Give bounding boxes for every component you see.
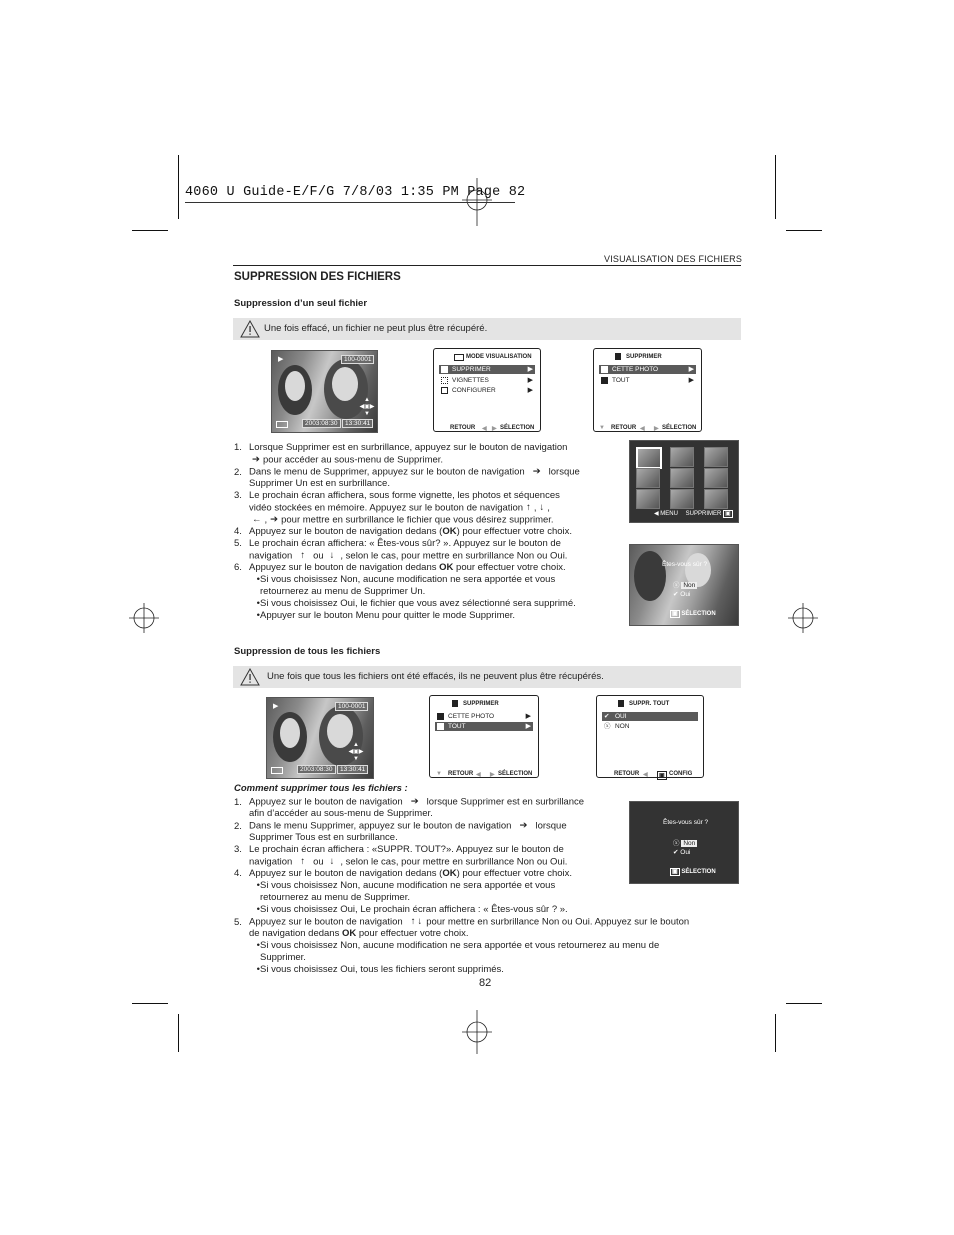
option-label: Non — [683, 840, 696, 847]
list-item — [234, 502, 580, 514]
crop-mark — [178, 1014, 179, 1052]
arrow-right-icon: ▶ — [525, 713, 531, 720]
step-text: Le prochain écran affichera: « Êtes-vous sûr? ». Appuyez sur le bouton de — [249, 538, 561, 549]
print-slug: 4060 U Guide-E/F/G 7/8/03 1:35 PM Page 82 — [185, 185, 526, 200]
list-item — [234, 916, 689, 928]
step-text: de navigation dedans — [249, 928, 340, 939]
arrow-right-icon: ➔ — [519, 820, 528, 831]
section-header: VISUALISATION DES FICHIERS — [604, 254, 743, 264]
step-text: ) pour effectuer votre choix. — [456, 526, 573, 537]
thumbnail[interactable] — [704, 447, 728, 467]
menu-item-label: OUI — [615, 713, 627, 720]
step-text: pour mettre en surbrillance Non ou Oui. Appuyez sur le bouton — [426, 916, 690, 928]
battery-icon — [271, 767, 283, 774]
photo-face — [285, 371, 305, 401]
menu-item-label: CETTE PHOTO — [448, 713, 495, 720]
step-number: 4. — [234, 868, 242, 879]
retour-label: RETOUR — [614, 771, 640, 777]
step-text: Supprimer Tous est en surbrillance. — [249, 832, 398, 843]
option-oui[interactable] — [673, 590, 690, 598]
step-number: 3. — [234, 844, 242, 855]
list-item: •Si vous choisissez Non, aucune modification ne sera apportée et vous retournerez au menu de — [256, 940, 660, 951]
all-steps-list — [234, 796, 689, 976]
list-item — [234, 442, 580, 454]
single-steps-list — [234, 442, 580, 622]
menu-item-tout[interactable] — [435, 722, 533, 731]
arrow-right-icon: ▶ — [525, 723, 531, 730]
step-text: Supprimer. — [260, 952, 306, 963]
nav-pad-icon: ▲ ◀▣▶ ▼ — [359, 397, 375, 417]
ok-text: OK — [442, 526, 457, 537]
step-text: ou — [313, 550, 324, 562]
menu-title: SUPPR. TOUT — [629, 701, 670, 707]
list-item — [234, 796, 689, 808]
thumbnail[interactable] — [704, 468, 728, 488]
menu-item-vignettes[interactable] — [439, 376, 535, 385]
step-text: retournerez au menu de Supprimer. — [260, 892, 410, 903]
list-item — [234, 868, 689, 880]
arrow-left-icon: ◀ — [643, 772, 648, 778]
all-subheading: Comment supprimer tous les fichiers : — [234, 783, 408, 794]
step-text: navigation — [249, 550, 293, 562]
all-warning-box — [233, 666, 741, 688]
registration-mark-icon — [788, 603, 818, 633]
confirm-question: Êtes-vous sûr ? — [663, 819, 709, 826]
list-item — [234, 820, 689, 832]
check-icon: ✔ — [604, 713, 610, 720]
list-item — [234, 856, 689, 868]
step-text: Supprimer Un est en surbrillance. — [249, 478, 390, 489]
step-text: Appuyez sur le bouton de navigation dedans ( — [249, 868, 443, 879]
menu-screen-suppr-tout — [596, 695, 704, 778]
step-text: , — [533, 502, 537, 514]
menu-screen-supprimer-tout — [429, 695, 539, 778]
trash-icon — [452, 700, 458, 707]
step-text: ou — [313, 856, 324, 868]
menu-item-supprimer[interactable] — [439, 365, 535, 374]
trash-icon — [441, 366, 448, 373]
step-text: Appuyez sur le bouton de navigation — [249, 796, 403, 808]
arrow-down-icon: ▼ — [436, 771, 442, 777]
step-number: 5. — [234, 916, 242, 928]
menu-item-label: CONFIGURER — [452, 387, 496, 394]
menu-item-label: TOUT — [448, 723, 466, 730]
battery-icon — [276, 421, 288, 428]
option-label: Oui — [680, 849, 691, 856]
list-item — [234, 466, 580, 478]
crop-mark — [775, 1014, 776, 1052]
thumbnail[interactable] — [636, 468, 660, 488]
config-label: CONFIG — [669, 771, 693, 777]
arrow-right-icon: ▶ — [492, 426, 497, 432]
step-text: Si vous choisissez Non, aucune modification ne sera apportée et vous — [260, 880, 556, 891]
cross-icon: ⓧ — [673, 840, 680, 847]
menu-item-label: SUPPRIMER — [452, 366, 491, 373]
arrow-right-icon: ➔ — [270, 514, 279, 525]
photo-screen — [271, 350, 378, 433]
arrow-down-icon: ↓ — [417, 916, 423, 927]
registration-mark-icon — [129, 603, 159, 633]
step-text: retournerez au menu de Supprimer Un. — [260, 586, 426, 597]
arrow-right-icon: ➔ — [532, 466, 541, 477]
arrow-down-icon: ↓ — [329, 856, 335, 867]
step-text: , selon le cas, pour mettre en surbrillance Non ou Oui. — [340, 550, 568, 562]
menu-title: MODE VISUALISATION — [466, 354, 532, 360]
single-warning-box — [233, 318, 741, 340]
step-number: 4. — [234, 526, 242, 537]
check-icon: ✔ — [673, 591, 679, 598]
settings-icon — [441, 387, 448, 394]
step-text: pour effectuer votre choix. — [456, 562, 566, 573]
thumbnail[interactable] — [670, 447, 694, 467]
warning-icon — [240, 668, 260, 686]
menu-screen-mode-visualisation — [433, 348, 541, 432]
playback-icon — [454, 354, 464, 361]
menu-label: MENU — [660, 511, 678, 517]
step-text: Lorsque Supprimer est en surbrillance, appuyez sur le bouton de navigation — [249, 442, 568, 453]
photo-screen — [266, 697, 374, 779]
thumbnail[interactable] — [670, 468, 694, 488]
retour-label: RETOUR — [448, 771, 474, 777]
ok-icon: ▣ — [672, 869, 678, 875]
selection-label: SÉLECTION — [681, 869, 716, 875]
confirm-screen — [629, 544, 739, 626]
arrow-up-icon: ↑ — [300, 550, 306, 561]
photo-counter: 100-0001 — [341, 355, 374, 364]
arrow-up-icon: ↑ — [300, 856, 306, 867]
arrow-left-icon: ◀ — [654, 511, 659, 517]
retour-label: RETOUR — [611, 425, 637, 431]
menu-item-configurer[interactable] — [439, 386, 535, 395]
menu-item-non[interactable] — [602, 722, 698, 731]
step-text: afin d’accéder au sous-menu de Supprimer. — [249, 808, 433, 819]
step-text: pour mettre en surbrillance le fichier que vous désirez supprimer. — [281, 514, 554, 526]
step-text: Si vous choisissez Oui, Le prochain écran affichera : « Êtes-vous sûr ? ». — [260, 904, 568, 915]
arrow-right-icon: ▶ — [527, 387, 533, 394]
step-text: Appuyez sur le bouton de navigation — [249, 916, 403, 928]
arrow-down-icon: ↓ — [539, 502, 545, 513]
arrow-left-icon: ◀ — [476, 772, 481, 778]
menu-item-label: VIGNETTES — [452, 377, 489, 384]
list-item: •Si vous choisissez Oui, tous les fichiers seront supprimés. — [256, 964, 504, 975]
photo-time: 13:30:41 — [337, 765, 368, 774]
photo-face — [332, 367, 358, 401]
menu-item-oui[interactable] — [602, 712, 698, 721]
list-item: •Si vous choisissez Oui, le fichier que vous avez sélectionné sera supprimé. — [256, 598, 576, 609]
step-text: ) pour effectuer votre choix. — [456, 868, 573, 879]
step-text: Appuyez sur le bouton de navigation dedans — [249, 562, 437, 573]
step-text: , — [264, 514, 268, 526]
crop-mark — [786, 1003, 822, 1004]
menu-item-tout[interactable] — [599, 376, 696, 385]
step-text: Si vous choisissez Oui, tous les fichiers seront supprimés. — [260, 964, 504, 975]
menu-item-cette-photo[interactable] — [599, 365, 696, 374]
page-number: 82 — [479, 977, 492, 989]
arrow-right-icon: ▶ — [490, 772, 495, 778]
single-heading: Suppression d’un seul fichier — [234, 298, 368, 309]
step-text: navigation — [249, 856, 293, 868]
step-text: Si vous choisissez Non, aucune modification ne sera apportée et vous retournerez au menu de — [260, 940, 660, 951]
grid-icon — [441, 377, 448, 384]
ok-icon: ▣ — [724, 511, 731, 517]
step-number: 1. — [234, 796, 242, 808]
arrow-left-icon: ◀ — [640, 426, 645, 432]
arrow-down-icon: ▼ — [599, 425, 605, 431]
trash-icon — [601, 366, 608, 373]
list-item — [234, 562, 580, 574]
single-warning-text: Une fois effacé, un fichier ne peut plus être récupéré. — [264, 323, 488, 334]
selection-label: SÉLECTION — [498, 771, 533, 777]
step-text: lorsque — [535, 820, 567, 832]
trash-icon — [437, 713, 444, 720]
arrow-right-icon: ▶ — [654, 426, 659, 432]
crop-mark — [132, 1003, 168, 1004]
ok-text: OK — [341, 928, 357, 939]
step-text: pour effectuer votre choix. — [358, 928, 469, 939]
list-item — [234, 586, 580, 598]
step-number: 1. — [234, 442, 242, 453]
play-icon: ▶ — [273, 703, 279, 710]
step-text: lorsque — [548, 466, 580, 478]
option-non[interactable] — [673, 580, 697, 589]
page-title: SUPPRESSION DES FICHIERS — [234, 271, 401, 283]
step-text: Le prochain écran affichera : «SUPPR. TOUT?». Appuyez sur le bouton de — [249, 844, 564, 855]
menu-item-label: TOUT — [612, 377, 630, 384]
cross-icon: ⓧ — [673, 582, 680, 589]
arrow-up-icon: ↑ — [526, 502, 531, 513]
arrow-down-icon: ↓ — [329, 550, 335, 561]
list-item — [234, 526, 580, 538]
thumbs-footer — [654, 510, 733, 517]
list-item — [234, 490, 580, 502]
thumbnail[interactable] — [670, 489, 694, 509]
list-item — [234, 550, 580, 562]
list-item: •Si vous choisissez Oui, Le prochain écran affichera : « Êtes-vous sûr ? ». — [256, 904, 568, 915]
step-text: Si vous choisissez Non, aucune modification ne sera apportée et vous — [260, 574, 556, 585]
ok-text: OK — [442, 868, 457, 879]
list-item — [234, 832, 689, 844]
list-item — [234, 928, 689, 940]
step-text: Si vous choisissez Oui, le fichier que vous avez sélectionné sera supprimé. — [260, 598, 576, 609]
slug-underline — [185, 202, 515, 203]
step-text: Le prochain écran affichera, sous forme vignette, les photos et séquences — [249, 490, 560, 501]
step-number: 5. — [234, 538, 242, 549]
arrow-right-icon: ▶ — [688, 377, 694, 384]
option-label: Non — [683, 582, 696, 589]
arrow-left-icon: ◀ — [482, 426, 487, 432]
step-text: pour accéder au sous-menu de Supprimer. — [262, 454, 444, 466]
step-text: Appuyer sur le bouton Menu pour quitter le mode Supprimer. — [260, 610, 516, 621]
all-warning-text: Une fois que tous les fichiers ont été effacés, ils ne peuvent plus être récupérés. — [267, 671, 604, 682]
photo-face — [280, 718, 300, 748]
ok-text: OK — [439, 562, 454, 573]
confirm-question: Êtes-vous sûr ? — [662, 561, 708, 568]
arrow-right-icon: ▶ — [527, 366, 533, 373]
menu-title: SUPPRIMER — [626, 354, 662, 360]
step-text: Dans le menu Supprimer, appuyez sur le bouton de navigation — [249, 820, 512, 832]
step-text: lorsque Supprimer est en surbrillance — [426, 796, 585, 808]
crop-mark — [775, 155, 776, 219]
trash-all-icon — [618, 700, 624, 707]
step-text: vidéo stockées en mémoire. Appuyez sur le bouton de navigation — [249, 502, 524, 514]
arrow-right-icon: ▶ — [688, 366, 694, 373]
list-item: •Si vous choisissez Non, aucune modification ne sera apportée et vous — [256, 574, 556, 585]
arrow-right-icon: ➔ — [252, 454, 260, 465]
all-heading: Suppression de tous les fichiers — [234, 646, 381, 657]
step-text: , selon le cas, pour mettre en surbrillance Non ou Oui. — [340, 856, 568, 868]
registration-mark-icon — [462, 1010, 492, 1054]
photo-figure — [634, 551, 666, 601]
selection-label: SÉLECTION — [681, 611, 716, 617]
list-item — [234, 538, 580, 550]
retour-label: RETOUR — [450, 425, 476, 431]
crop-mark — [132, 230, 168, 231]
step-number: 3. — [234, 490, 242, 501]
list-item — [234, 478, 580, 490]
list-item — [234, 952, 689, 964]
trash-icon — [615, 353, 621, 360]
trash-all-icon — [601, 377, 608, 384]
step-text: Appuyez sur le bouton de navigation dedans ( — [249, 526, 443, 537]
thumbnail[interactable] — [636, 489, 660, 509]
crop-mark — [786, 230, 822, 231]
nav-pad-icon: ▲ ◀▣▶ ▼ — [348, 742, 364, 762]
list-item — [234, 892, 689, 904]
supprimer-label: SUPPRIMER — [685, 511, 722, 517]
list-item: •Appuyer sur le bouton Menu pour quitter le mode Supprimer. — [256, 610, 516, 621]
thumbnail[interactable] — [636, 447, 662, 469]
header-rule — [233, 265, 741, 266]
list-item: •Si vous choisissez Non, aucune modification ne sera apportée et vous — [256, 880, 556, 891]
step-number: 6. — [234, 562, 242, 573]
step-number: 2. — [234, 466, 242, 478]
option-label: Oui — [680, 591, 691, 598]
list-item — [234, 514, 580, 526]
cross-icon: ⓧ — [604, 723, 611, 730]
check-icon: ✔ — [673, 849, 679, 856]
list-item — [234, 844, 689, 856]
step-number: 2. — [234, 820, 242, 832]
arrow-left-icon: ← — [252, 514, 262, 525]
thumbnails-screen — [629, 440, 739, 523]
menu-item-label: NON — [615, 723, 630, 730]
photo-date: 2003:08:30 — [302, 419, 341, 428]
warning-icon — [240, 320, 260, 338]
arrow-right-icon: ➔ — [410, 796, 419, 807]
selection-label: SÉLECTION — [662, 425, 697, 431]
menu-item-label: CETTE PHOTO — [612, 366, 659, 373]
crop-mark — [178, 155, 179, 219]
menu-screen-supprimer — [593, 348, 702, 432]
arrow-right-icon: ▶ — [527, 377, 533, 384]
menu-item-cette-photo[interactable] — [435, 712, 533, 721]
photo-date: 2003:08:30 — [297, 765, 336, 774]
list-item — [234, 808, 689, 820]
ok-icon: ▣ — [672, 611, 678, 617]
thumbnail[interactable] — [704, 489, 728, 509]
trash-all-icon — [437, 723, 444, 730]
photo-counter: 100-0001 — [335, 702, 368, 711]
ok-icon: ▣ — [659, 773, 665, 779]
photo-time: 13:30:41 — [342, 419, 373, 428]
play-icon: ▶ — [278, 356, 284, 363]
confirm-footer — [670, 610, 716, 617]
step-text: , — [547, 502, 550, 514]
step-text: Dans le menu de Supprimer, appuyez sur le bouton de navigation — [249, 466, 525, 478]
selection-label: SÉLECTION — [500, 425, 535, 431]
arrow-up-icon: ↑ — [410, 916, 416, 927]
list-item — [234, 454, 580, 466]
menu-title: SUPPRIMER — [463, 701, 499, 707]
